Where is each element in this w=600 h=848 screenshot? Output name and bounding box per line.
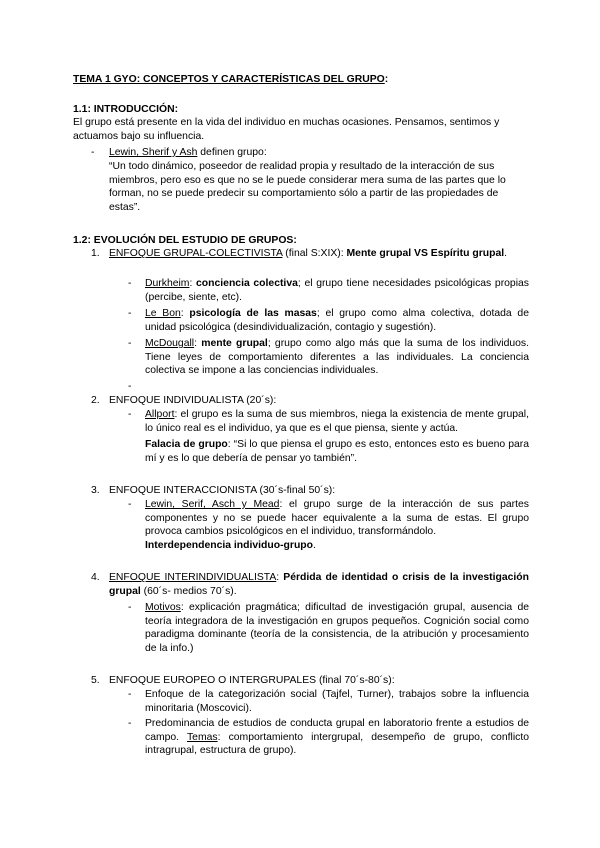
enfoque-4-heading xyxy=(109,571,529,598)
durkheim-author: Durkheim xyxy=(145,278,190,289)
section-1-1-heading: 1.1: INTRODUCCIÓN: xyxy=(73,104,179,115)
enfoque-1-heading xyxy=(109,247,529,261)
falacia-de-grupo xyxy=(145,438,529,465)
interaccionista-text: : el grupo surge de la interacción de sus partes componentes y no se puede hacer equivalente a la suma de estas. El grupo provoca cambios psicológicos en el individuo, transformándolo. xyxy=(145,499,529,538)
allport-dash: - xyxy=(128,409,132,420)
enfoque-3-number: 3. xyxy=(91,485,100,496)
interaccionista-authors: Lewin, Serif, Asch y Mead xyxy=(145,499,280,510)
enfoque-1-bold: Mente grupal VS Espíritu grupal xyxy=(346,248,505,259)
durkheim-sep: : xyxy=(189,278,197,289)
allport-item xyxy=(145,408,529,435)
mcdougall-item xyxy=(145,337,529,378)
mcdougall-sep: : xyxy=(194,338,202,349)
motivos-label: Motivos xyxy=(145,602,181,613)
enfoque-4-period: (60´s- medios 70´s). xyxy=(140,585,237,597)
lebon-dash: - xyxy=(128,308,132,319)
interaccionista-dash: - xyxy=(128,499,132,510)
title-text: TEMA 1 GYO: CONCEPTOS Y CARACTERÍSTICAS DEL GRUPO xyxy=(73,74,385,85)
enfoque-2-heading xyxy=(109,394,529,408)
title-colon: : xyxy=(384,74,389,85)
falacia-bold: Falacia de grupo xyxy=(145,439,228,450)
enfoque-3-heading: ENFOQUE INTERACCIONISTA (30´s-final 50´s): xyxy=(109,485,336,496)
allport-text: : el grupo es la suma de sus miembros, niega la existencia de mente grupal, lo único real es el individuo, ya que es el que piensa, siente y actúa. xyxy=(145,409,529,434)
temas-text: : comportamiento intergrupal, desempeño de grupo, conflicto intragrupal, estructura de grupo). xyxy=(145,731,529,757)
document-title xyxy=(73,73,533,87)
durkheim-item xyxy=(145,277,529,304)
durkheim-bold: conciencia colectiva xyxy=(196,278,298,289)
definition-authors: Lewin, Sherif y Ash xyxy=(109,147,198,158)
empty-dash: - xyxy=(128,381,132,392)
lebon-author: Le Bon xyxy=(145,308,181,319)
definition-authors-rest: definen grupo: xyxy=(197,147,267,158)
falacia-text: : “Si lo que piensa el grupo es esto, entonces esto es bueno para mí y es lo que debería de pensar yo también”. xyxy=(145,439,530,464)
enfoque-1-dot: . xyxy=(504,248,508,259)
enfoque-4-number: 4. xyxy=(91,572,100,583)
categorizacion-item: Enfoque de la categorización social (Tajfel, Turner), trabajos sobre la influencia minoritaria (Moscovici). xyxy=(145,689,529,714)
lebon-sep: : xyxy=(180,308,190,319)
interaccionista-item xyxy=(145,498,529,552)
lebon-bold: psicología de las masas xyxy=(189,308,317,319)
enfoque-1-number: 1. xyxy=(91,248,100,259)
enfoque-4-colon: : xyxy=(276,572,284,583)
enfoque-2-colon: : xyxy=(273,395,277,406)
group-definition-quote: “Un todo dinámico, poseedor de realidad propia y resultado de la interacción de sus miembros, pero eso es que no se le puede considerar mera suma de las partes que lo forman, no se puede predecir su comportamiento sólo a partir de las propiedades de estas”. xyxy=(109,161,506,213)
motivos-dash: - xyxy=(128,602,132,613)
temas-label: Temas xyxy=(186,731,218,743)
enfoque-4-name: ENFOQUE INTERINDIVIDUALISTA xyxy=(109,572,277,583)
enfoque-1-period: (final S:XIX): xyxy=(282,248,347,259)
predominancia-dash: - xyxy=(128,718,132,729)
mcdougall-bold: mente grupal xyxy=(201,338,268,349)
interdependencia-dot: . xyxy=(313,539,316,551)
allport-author: Allport xyxy=(145,409,175,420)
enfoque-5-number: 5. xyxy=(91,675,100,686)
lebon-item xyxy=(145,307,529,334)
predominancia-item xyxy=(145,717,529,758)
lebon-rest: ; el grupo como alma colectiva, dotada de unidad psicológica (desindividualización, contagio y sugestión). xyxy=(145,308,529,333)
predominancia-pre: Predominancia de estudios de conducta grupal en laboratorio frente a estudios de campo. xyxy=(145,718,529,743)
interdependencia-bold: Interdependencia individuo-grupo xyxy=(145,539,313,551)
mcdougall-dash: - xyxy=(128,338,132,349)
mcdougall-author: McDougall xyxy=(145,338,195,349)
section-1-2-heading: 1.2: EVOLUCIÓN DEL ESTUDIO DE GRUPOS: xyxy=(73,235,297,246)
intro-paragraph: El grupo está presente en la vida del individuo en muchas ocasiones. Pensamos, sentimos y actuamos bajo su influencia. xyxy=(73,117,500,142)
enfoque-5-heading: ENFOQUE EUROPEO O INTERGRUPALES (final 70´s-80´s): xyxy=(109,675,395,686)
enfoque-1-name: ENFOQUE GRUPAL-COLECTIVISTA xyxy=(109,248,283,259)
enfoque-2-number: 2. xyxy=(91,395,100,406)
bullet-dash: - xyxy=(91,147,95,158)
enfoque-2-name: ENFOQUE INDIVIDUALISTA (20´s) xyxy=(109,395,274,406)
durkheim-rest: ; el grupo tiene necesidades psicológicas propias (percibe, siente, etc). xyxy=(145,278,529,303)
durkheim-dash: - xyxy=(128,278,132,289)
motivos-item xyxy=(145,601,529,655)
mcdougall-rest: ; grupo como algo más que la suma de los individuos. Tiene leyes de comportamiento diferentes a las individuales. La conciencia colectiva se impone a las conciencias individuales. xyxy=(145,338,529,377)
motivos-text: : explicación pragmática; dificultad de investigación grupal, ausencia de teoría integradora de la investigación en grupos pequeños. Cognición social como paradigma dominante (teoría de la consistencia, de la atribución y procesamiento de la info.) xyxy=(145,602,529,654)
definition-line xyxy=(109,146,529,160)
enfoque-4-bold: Pérdida de identidad o crisis de la investigación grupal xyxy=(109,572,529,597)
categorizacion-dash: - xyxy=(128,689,132,700)
